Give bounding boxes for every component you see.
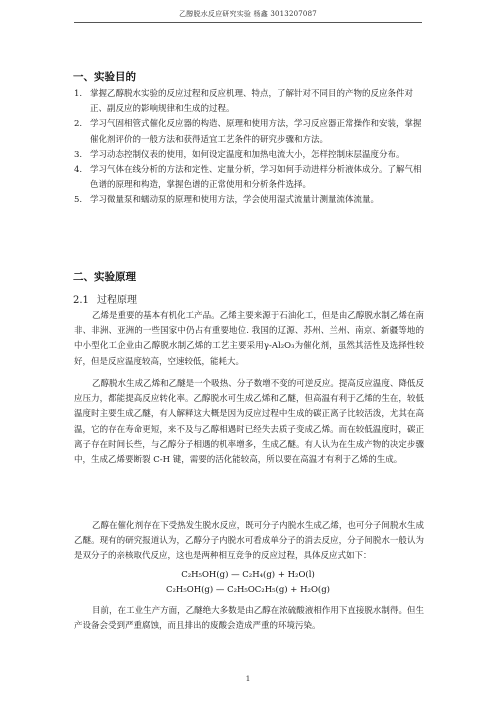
section-heading-objectives: 一、实验目的 <box>73 71 136 83</box>
paragraph: 乙醇在催化剂存在下受热发生脱水反应，既可分子内脱水生成乙烯，也可分子间脱水生成乙醚。现有的研究报道认为，乙醇分子内脱水可看成单分子的消去反应，分子间脱水一般认为是双分子的亲核取代反应，这也是两种相互竞争的反应过程，具体反应式如下： <box>74 521 424 562</box>
paragraph: 乙醇脱水生成乙烯和乙醚是一个吸热、分子数增不变的可逆反应。提高反应温度、降低反应压力，都能提高反应转化率。乙醇脱水可生成乙烯和乙醚，但高温有利于乙烯的生在，较低温度时主要生成乙醚，有人解释这大概是因为反应过程中生成的碳正离子比较活泼，尤其在高温，它的存在寿命更短，来不及与乙醇相遇时已经失去质子变成乙烯。而在较低温度时，碳正离子存在时间长些，与乙醇分子相遇的机率增多，生成乙醚。有人认为在生成产物的决定步骤中，生成乙烯要断裂 C-H 键，需要的活化能较高，所以要在高温才有利于乙烯的生成。 <box>74 379 424 466</box>
list-item <box>74 163 422 193</box>
list-item <box>74 87 422 117</box>
running-header: 乙醇脱水反应研究实验 杨鑫 3013207087 <box>179 10 317 18</box>
list-number: 3. <box>74 149 83 160</box>
subsection-title: 过程原理 <box>97 295 137 306</box>
reaction-formula: C₂H₅OH(g) — C₂H₄(g) + H₂O(l) <box>181 570 315 580</box>
header-rule <box>74 22 422 23</box>
paragraph: 目前，在工业生产方面，乙醚绝大多数是由乙醇在浓硫酸液相作用下直接脱水制得。但生产设备会受到严重腐蚀，而且排出的废酸会造成严重的环境污染。 <box>74 606 424 632</box>
subsection-number: 2.1 <box>73 295 89 306</box>
objectives-list <box>74 87 422 209</box>
list-number: 1. <box>74 89 83 99</box>
section-heading-principles: 二、实验原理 <box>73 271 136 283</box>
list-number: 4. <box>74 165 83 176</box>
reaction-formula: C₂H₅OH(g) — C₂H₅OC₂H₅(g) + H₂O(g) <box>166 585 330 595</box>
list-item <box>74 193 422 208</box>
page-number: 1 <box>245 674 251 683</box>
list-item <box>74 148 422 163</box>
list-number: 2. <box>74 119 83 130</box>
list-item-text: 掌握乙醇脱水实验的反应过程和反应机理、特点，了解针对不同目的产物的反应条件对正、副反应的影响规律和生成的过程。 <box>90 89 414 115</box>
list-item <box>74 117 422 147</box>
list-item-text: 学习动态控制仪表的使用，如何设定温度和加热电流大小，怎样控制床层温度分布。 <box>90 149 405 160</box>
subsection-heading <box>73 291 137 306</box>
paragraph: 乙烯是重要的基本有机化工产品。乙烯主要来源于石油化工，但是由乙醇脱水制乙烯在南非、非洲、亚洲的一些国家中仍占有重要地位. 我国的辽源、苏州、兰州、南京、新疆等地的中小型化工企业由乙醇脱水制乙烯的工艺主要采用γ-Al₂O₃为催化剂，虽然其活性及选择性较好，但是反应温度较高，空速较低，能耗大。 <box>74 311 424 367</box>
list-item-text: 学习气体在线分析的方法和定性、定量分析，学习如何手动进样分析液体成分。了解气相色谱的原理和构造，掌握色谱的正常使用和分析条件选择。 <box>90 165 422 191</box>
list-number: 5. <box>74 195 83 206</box>
list-item-text: 学习气固相管式催化反应器的构造、原理和使用方法，学习反应器正常操作和安装，掌握催化剂评价的一般方法和获得适宜工艺条件的研究步骤和方法。 <box>90 119 422 145</box>
list-item-text: 学习微量泵和蠕动泵的原理和使用方法，学会使用湿式流量计测量流体流量。 <box>90 195 380 206</box>
